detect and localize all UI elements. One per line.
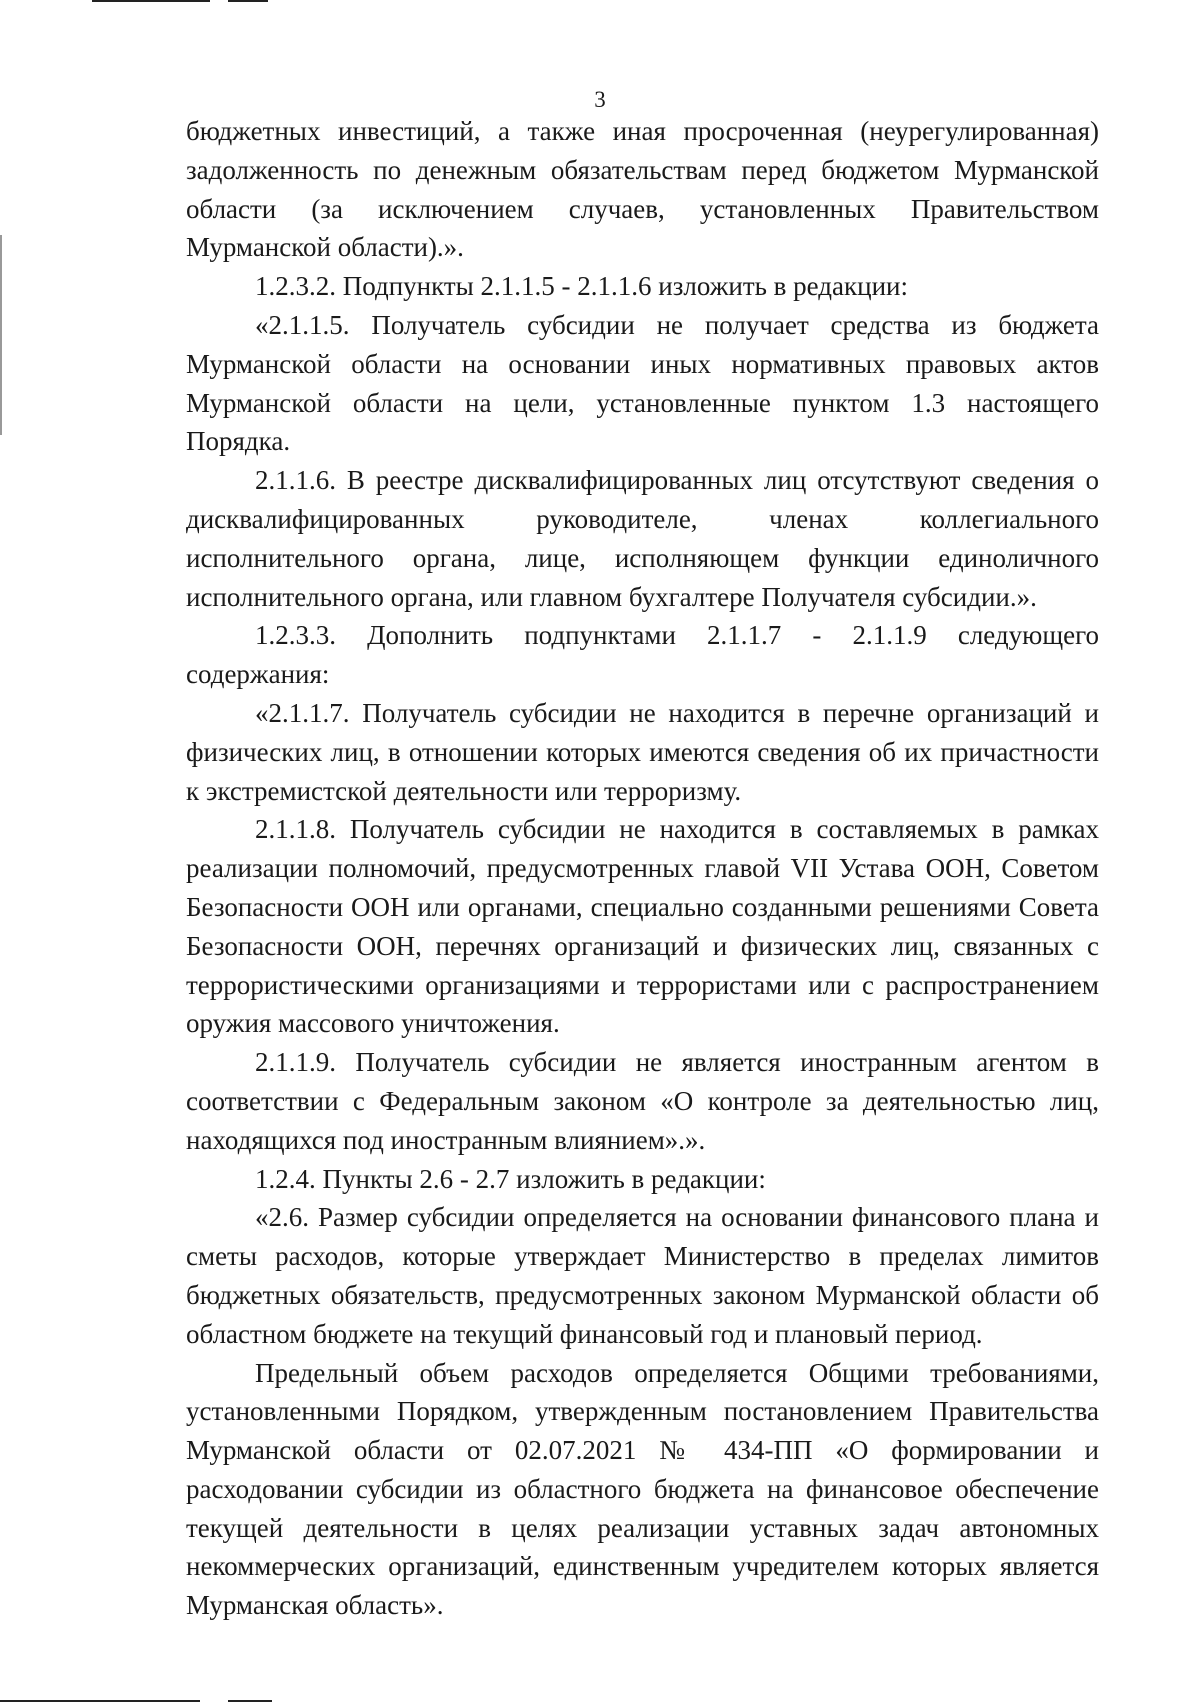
paragraph: 2.1.1.6. В реестре дисквалифицированных лиц отсутствуют сведения о дисквалифицированных руководителе, членах коллегиального исполнительного органа, лице, исполняющем функции единоличного исполнительного органа, или главном бухгалтере Получателя субсидии.». (186, 465, 1099, 612)
scan-edge-mark (0, 235, 2, 435)
paragraph: Предельный объем расходов определяется Общими требованиями, установленными Порядком, утвержденным постановлением Правительства Мурманской области от 02.07.2021 № 434-ПП «О формировании и расходовании субсидии из областного бюджета на финансовое обеспечение текущей деятельности в целях реализации уставных задач автономных некоммерческих организаций, единственным учредителем которых является Мурманская область». (186, 1357, 1099, 1621)
paragraph: 2.1.1.8. Получатель субсидии не находится в составляемых в рамках реализации полномочий, предусмотренных главой VII Устава ООН, Советом Безопасности ООН или органами, специально созданными решениями Совета Безопасности ООН, перечнях организаций и физических лиц, связанных с террористическими организациями и террористами или с распространением оружия массового уничтожения. (186, 814, 1099, 1039)
paragraph: 1.2.4. Пункты 2.6 - 2.7 изложить в редакции: (255, 1163, 766, 1194)
paragraph: «2.6. Размер субсидии определяется на основании финансового плана и сметы расходов, которые утверждает Министерство в пределах лимитов бюджетных обязательств, предусмотренных законом Мурманской области об областном бюджете на текущий финансовый год и плановый период. (186, 1202, 1099, 1349)
paragraph: 2.1.1.9. Получатель субсидии не является иностранным агентом в соответствии с Федеральным законом «О контроле за деятельностью лиц, находящихся под иностранным влиянием».». (186, 1047, 1099, 1155)
document-body (186, 112, 1099, 1625)
scan-mark-bottom-left-short (228, 1700, 272, 1702)
scan-mark-bottom-left (0, 1700, 200, 1702)
paragraph: 1.2.3.3. Дополнить подпунктами 2.1.1.7 - 2.1.1.9 следующего содержания: (186, 620, 1099, 690)
paragraph: «2.1.1.5. Получатель субсидии не получает средства из бюджета Мурманской области на основании иных нормативных правовых актов Мурманской области на цели, установленные пунктом 1.3 настоящего Порядка. (186, 309, 1099, 457)
paragraph: «2.1.1.7. Получатель субсидии не находится в перечне организаций и физических лиц, в отношении которых имеются сведения об их причастности к экстремистской деятельности или терроризму. (186, 697, 1099, 806)
page-number: 3 (594, 87, 606, 112)
paragraph: бюджетных инвестиций, а также иная просроченная (неурегулированная) задолженность по денежным обязательствам перед бюджетом Мурманской области (за исключением случаев, установленных Правительством Мурманской области).». (186, 116, 1099, 263)
scan-mark-top-left (92, 0, 210, 2)
paragraph: 1.2.3.2. Подпункты 2.1.1.5 - 2.1.1.6 изложить в редакции: (255, 271, 908, 302)
scan-mark-top-left-short (228, 0, 268, 2)
